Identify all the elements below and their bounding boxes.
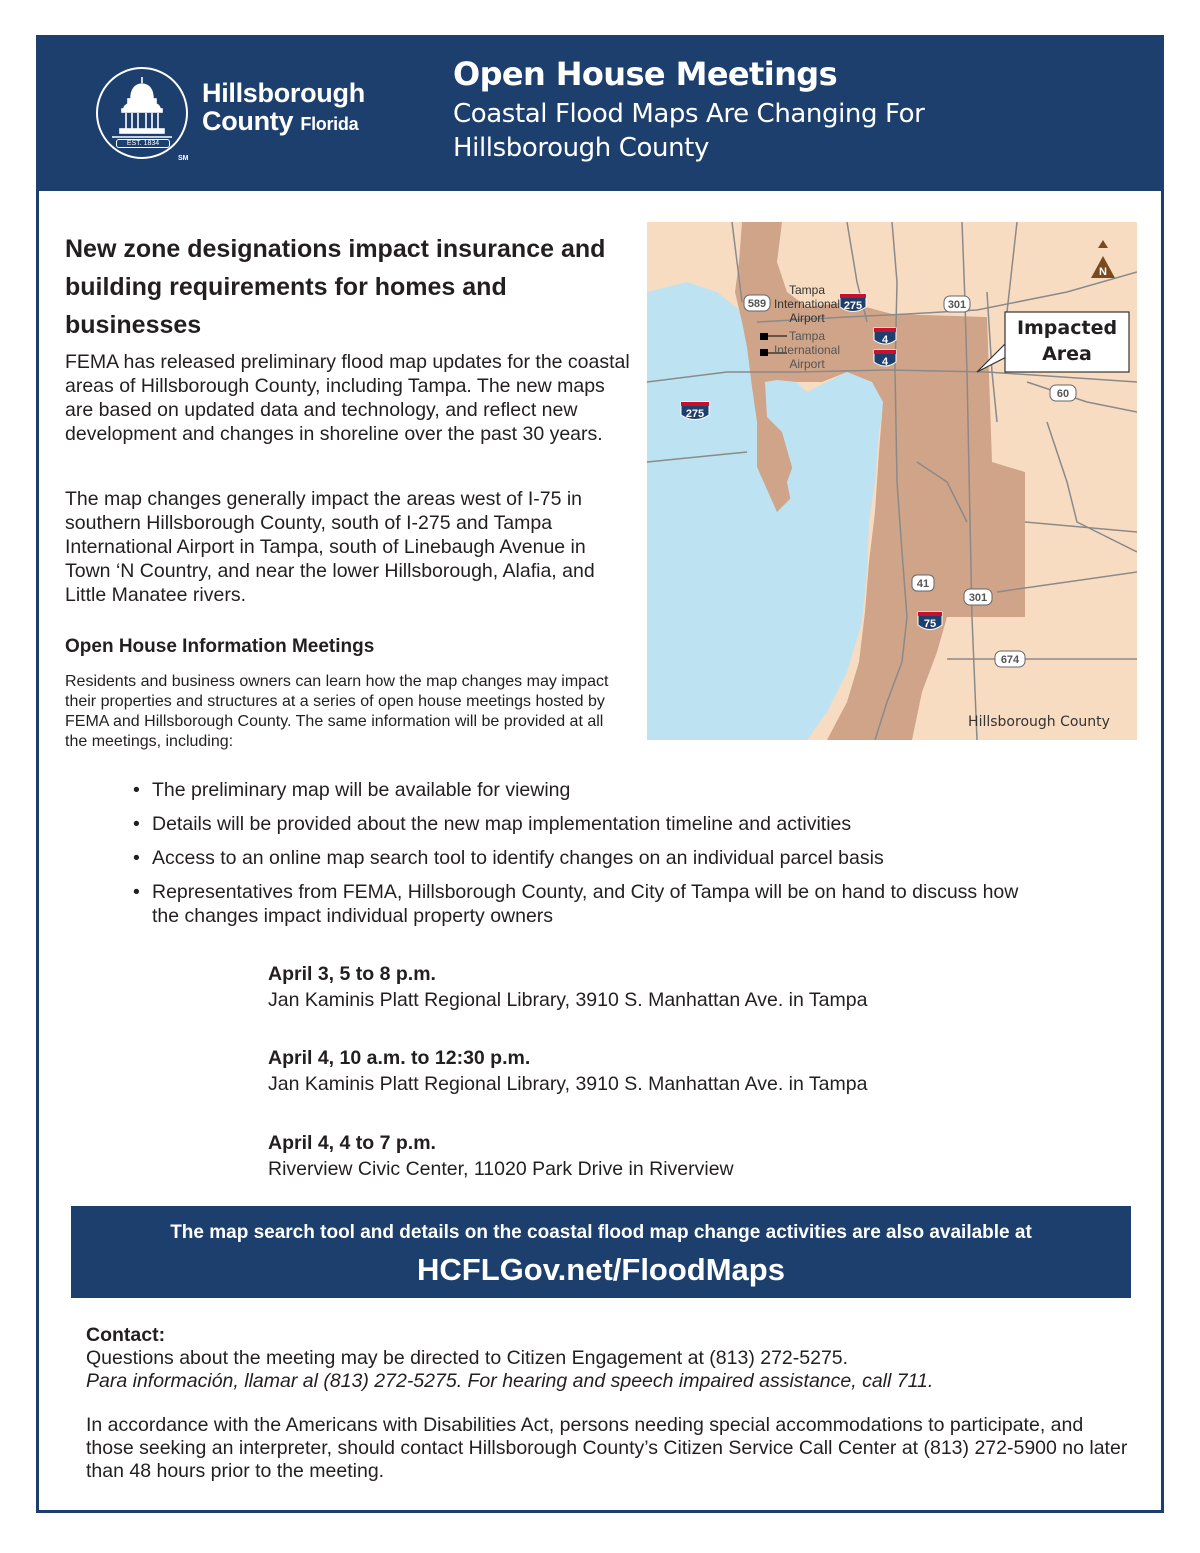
logo-wordmark: [202, 79, 365, 138]
service-mark: SM: [178, 155, 189, 162]
meetings-info-heading: Open House Information Meetings: [65, 636, 375, 657]
meeting-time: April 4, 4 to 7 p.m.: [268, 1132, 436, 1154]
svg-text:275: 275: [685, 408, 705, 420]
meeting-location: Riverview Civic Center, 11020 Park Drive in Riverview: [268, 1158, 734, 1180]
shield-674: [995, 651, 1025, 667]
intro-paragraph-2: The map changes generally impact the areas west of I-75 in southern Hillsborough County, south of I-275 and Tampa International Airport in Tampa, south of Linebaugh Avenue in Town ‘N Country, and near the lower Hillsborough, Alafia, and Little Manatee rivers.: [65, 488, 595, 606]
ada-notice: In accordance with the Americans with Disabilities Act, persons needing special accommodations to participate, and those seeking an interpreter, should contact Hillsborough County’s Citizen Service Call Center at (813) 272-5900 no later than 48 hours prior to the meeting.: [86, 1414, 1128, 1482]
website-banner: [71, 1206, 1131, 1298]
airport-label-2: Tampa International Airport: [773, 329, 841, 371]
callout-text: Impacted Area: [1016, 317, 1118, 365]
list-item: • Representatives from FEMA, Hillsborough County, and City of Tampa will be on hand to discuss how the changes impact individual property owners: [130, 880, 1030, 928]
svg-text:301: 301: [968, 592, 988, 604]
list-item: • The preliminary map will be available for viewing: [130, 778, 1030, 802]
contact-spanish-line: Para información, llamar al (813) 272-5275. For hearing and speech impaired assistance, call 711.: [86, 1370, 934, 1392]
list-item: • Details will be provided about the new map implementation timeline and activities: [130, 812, 1030, 836]
svg-text:4: 4: [881, 356, 889, 368]
svg-text:674: 674: [1000, 654, 1020, 666]
airport-label-1: Tampa International Airport: [773, 283, 841, 325]
shield-589: [744, 295, 770, 311]
intro-headline: New zone designations impact insurance and building requirements for homes and businesses: [65, 235, 606, 339]
meeting-location: Jan Kaminis Platt Regional Library, 3910 S. Manhattan Ave. in Tampa: [268, 1073, 868, 1095]
shield-75: [918, 612, 942, 630]
contact-section: [86, 1324, 1136, 1393]
shield-275-north: [840, 294, 866, 312]
contact-line: Questions about the meeting may be directed to Citizen Engagement at (813) 272-5275.: [86, 1347, 849, 1369]
svg-text:275: 275: [843, 300, 863, 312]
county-seal-logo: [96, 67, 188, 159]
page-title: Open House Meetings: [453, 55, 838, 93]
svg-text:N: N: [1099, 266, 1107, 278]
county-label: Hillsborough County: [968, 714, 1110, 730]
logo-state: Florida: [300, 114, 359, 134]
svg-text:4: 4: [881, 334, 889, 346]
intro-paragraph-1: FEMA has released preliminary flood map updates for the coastal areas of Hillsborough County, including Tampa. The new maps are based on updated data and technology, and reflect new development and changes in shoreline over the past 30 years.: [65, 351, 630, 445]
meeting-1: [268, 961, 1028, 1013]
logo-name-line2: County: [202, 106, 294, 136]
shield-301-south: [964, 589, 992, 605]
meetings-info-paragraph: Residents and business owners can learn how the map changes may impact their properties and structures at a series of open house meetings hosted by FEMA and Hillsborough County. The same information will be provided at all the meetings, including:: [65, 673, 609, 750]
established-text: EST. 1834: [116, 139, 170, 148]
shield-275-west: [681, 402, 709, 420]
meeting-time: April 3, 5 to 8 p.m.: [268, 963, 436, 985]
shield-60: [1050, 385, 1076, 401]
meeting-3: [268, 1130, 1028, 1182]
svg-text:75: 75: [923, 618, 937, 630]
logo-name-line1: Hillsborough: [202, 78, 365, 108]
list-item: • Access to an online map search tool to identify changes on an individual parcel basis: [130, 846, 1030, 870]
banner-text: The map search tool and details on the coastal flood map change activities are also available at: [170, 1222, 1032, 1243]
contact-heading: Contact:: [86, 1324, 166, 1346]
flood-map: [647, 222, 1137, 740]
svg-text:589: 589: [747, 298, 767, 310]
header-banner: [36, 35, 1164, 191]
shield-41: [912, 575, 934, 591]
svg-text:60: 60: [1056, 388, 1070, 400]
meeting-time: April 4, 10 a.m. to 12:30 p.m.: [268, 1047, 531, 1069]
shield-301-north: [944, 296, 970, 312]
page-subtitle: Coastal Flood Maps Are Changing For Hillsborough County: [453, 99, 925, 163]
meeting-location: Jan Kaminis Platt Regional Library, 3910 S. Manhattan Ave. in Tampa: [268, 989, 868, 1011]
features-list: [130, 778, 1030, 938]
svg-text:41: 41: [916, 578, 930, 590]
website-link[interactable]: HCFLGov.net/FloodMaps: [417, 1252, 785, 1287]
meeting-2: [268, 1045, 1028, 1097]
svg-text:301: 301: [947, 299, 967, 311]
